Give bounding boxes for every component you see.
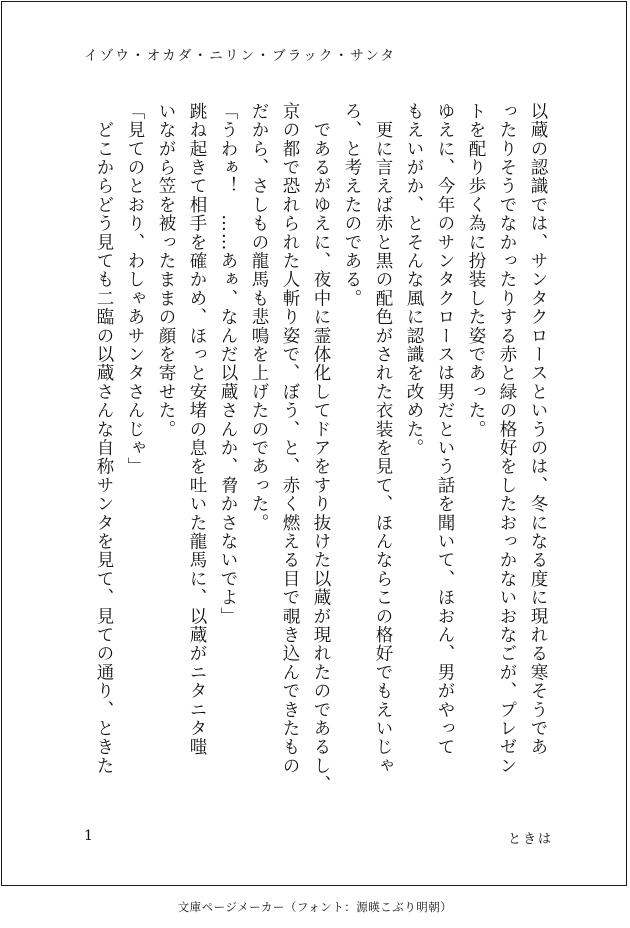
running-title: イゾウ・オカダ・ニリン・ブラック・サンタ [84,48,397,64]
text-column: 以蔵の認識では、サンタクロースというのは、冬になる度に現れる寒そうであ [528,102,548,757]
text-column: 跳ね起きて相手を確かめ、ほっと安堵の息を吐いた龍馬に、以蔵がニタニタ嗤 [187,102,207,757]
author-name: ときは [508,832,554,847]
text-column: 京の都で恐れられた人斬り姿で、ぼう、と、赤く燃える目で覗き込んできたもの [280,102,300,776]
text-column: どこからどう見ても二臨の以蔵さんな自称サンタを見て、見ての通り、ときた [94,102,114,776]
text-column: 「見てのとおり、わしゃあサンタさんじゃ」 [125,102,145,476]
text-column: もえいがか、とそんな風に認識を改めた。 [404,102,424,458]
footer-credit: 文庫ページメーカー（フォント：源暎こぶり明朝） [177,900,453,914]
page-frame [1,1,627,886]
text-column: ゆえに、今年のサンタクロースは男だという話を聞いて、ほおん、男がやって [435,102,455,757]
text-column: 更に言えば赤と黒の配色がされた衣装を見て、ほんならこの格好でもえいじゃ [373,102,393,776]
vertical-text-body [88,102,553,824]
text-column: トを配り歩く為に扮装した姿であった。 [466,102,486,439]
page-number: 1 [84,828,93,844]
text-column: 「うわぁ！ ……あぁ、なんだ以蔵さんか、脅かさないでよ」 [218,102,238,626]
text-column: ったりそうでなかったりする赤と緑の格好をしたおっかないおなごが、プレゼン [497,102,517,776]
text-column: ろ、と考えたのである。 [342,102,362,308]
text-column: であるがゆえに、夜中に霊体化してドアをすり抜けた以蔵が現れたのであるし、 [311,102,331,794]
text-column: いながら笠を被ったままの顔を寄せた。 [156,102,176,439]
text-column: だから、さしもの龍馬も悲鳴を上げたのであった。 [249,102,269,533]
